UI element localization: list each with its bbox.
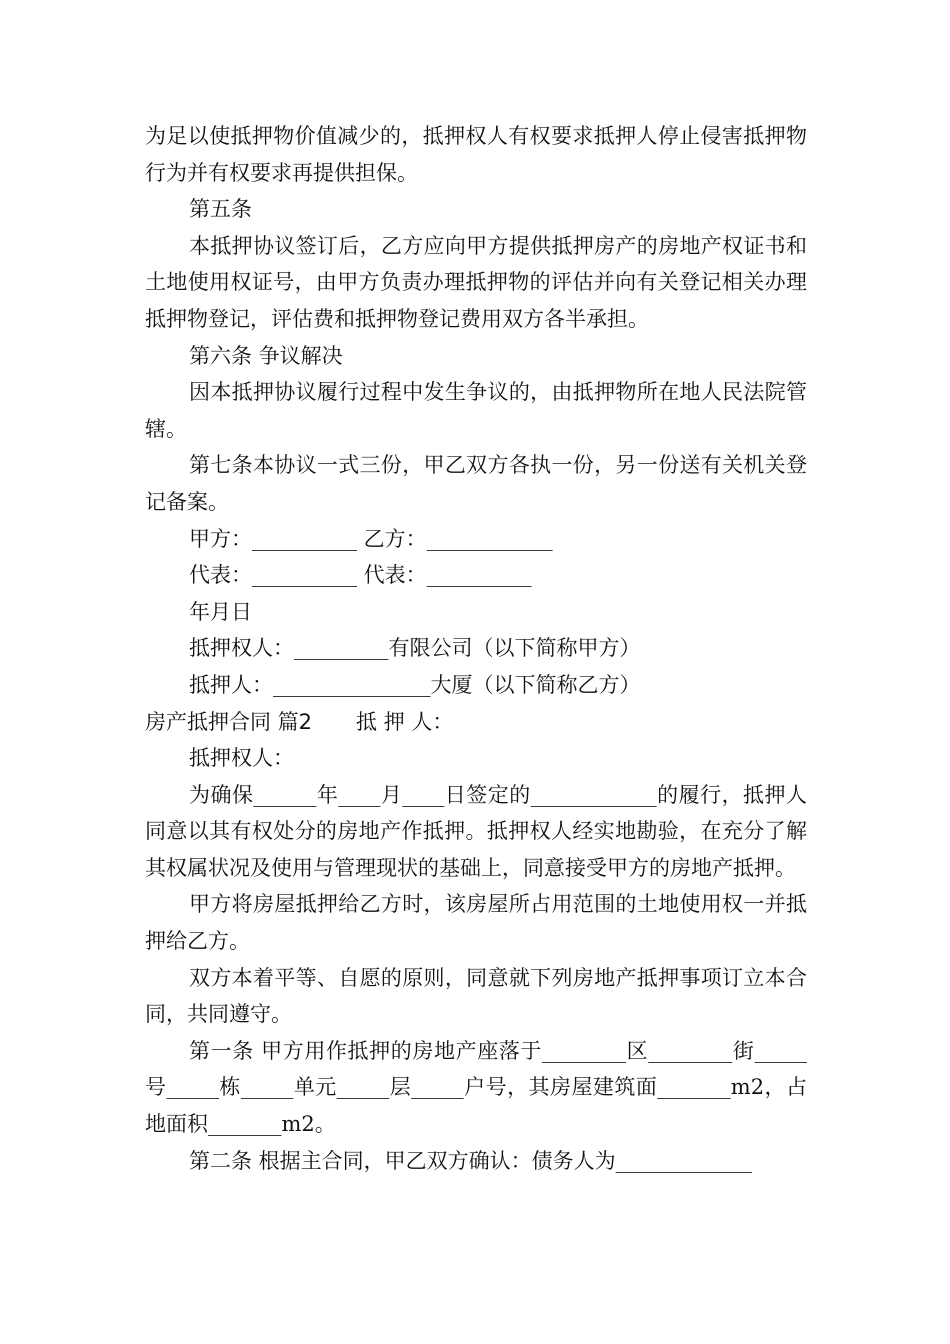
- paragraph-article-6-body: 因本抵押协议履行过程中发生争议的，由抵押物所在地人民法院管辖。: [145, 380, 807, 441]
- signature-representatives-line: 代表：__________ 代表：__________: [189, 563, 532, 588]
- paragraph-article-6-heading: 第六条 争议解决: [189, 343, 343, 368]
- section-heading-rest: 抵 押 人：: [356, 709, 454, 734]
- paragraph2-article-1: 第一条 甲方用作抵押的房地产座落于________区________街_____号_____栋_____单元_____层_____户号，其房屋建筑面_______m2，占地面积_______m2。: [145, 1038, 807, 1137]
- signature-parties-line: 甲方：__________ 乙方：____________: [189, 526, 553, 551]
- paragraph2-principle: 双方本着平等、自愿的原则，同意就下列房地产抵押事项订立本合同，共同遵守。: [145, 965, 807, 1027]
- mortgagor-line: 抵押人：_______________大厦（以下简称乙方）: [189, 672, 641, 697]
- paragraph-1: 为足以使抵押物价值减少的，抵押权人有权要求抵押人停止侵害抵押物行为并有权要求再提供担保。: [145, 124, 807, 185]
- section-title: 房产抵押合同 篇2: [145, 709, 313, 734]
- paragraph2-land-use: 甲方将房屋抵押给乙方时，该房屋所占用范围的土地使用权一并抵押给乙方。: [145, 892, 807, 954]
- section-heading: [145, 704, 807, 741]
- paragraph-article-5-heading: 第五条: [189, 197, 252, 222]
- paragraph2-mortgagee: 抵押权人：: [189, 746, 294, 771]
- date-line: 年月日: [189, 599, 252, 624]
- paragraph-article-7: 第七条本协议一式三份，甲乙双方各执一份，另一份送有关机关登记备案。: [145, 453, 807, 514]
- paragraph-article-5-body: 本抵押协议签订后，乙方应向甲方提供抵押房产的房地产权证书和土地使用权证号，由甲方负责办理抵押物的评估并向有关登记相关办理抵押物登记，评估费和抵押物登记费用双方各半承担。: [145, 233, 807, 331]
- mortgagee-line: 抵押权人：_________有限公司（以下简称甲方）: [189, 636, 641, 661]
- paragraph2-purpose: 为确保______年____月____日签定的____________的履行，抵押人同意以其有权处分的房地产作抵押。抵押权人经实地勘验，在充分了解其权属状况及使用与管理现状的基础上，同意接受甲方的房地产抵押。: [145, 782, 807, 880]
- document-page: [145, 118, 807, 1179]
- paragraph2-article-2: 第二条 根据主合同，甲乙双方确认：债务人为_____________: [189, 1148, 753, 1173]
